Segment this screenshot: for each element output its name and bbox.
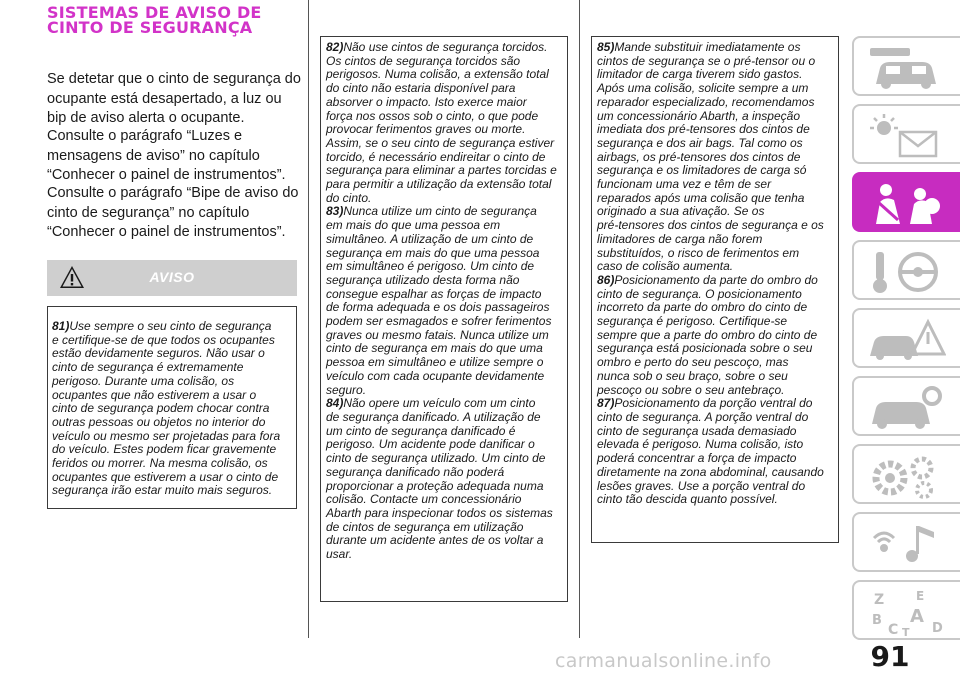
note-line: perigosos. Numa colisão, a extensão total — [326, 67, 549, 82]
note-line: cinto de segurança usada demasiado — [597, 423, 797, 438]
note-line: e certifique-se de que todos os ocupantes — [52, 332, 275, 347]
note-line: perigoso. Um acidente pode danificar o — [326, 437, 535, 452]
note-line: seguro. — [326, 382, 367, 397]
note-line: ocupantes que não estiverem a usar o — [52, 387, 257, 402]
note-87 — [597, 397, 824, 507]
note-81 — [52, 320, 280, 498]
tab-multimedia[interactable] — [852, 512, 960, 572]
note-line: Assim, se o seu cinto de segurança estiver — [326, 135, 555, 150]
note-line: simultâneo. A utilização de um cinto de — [326, 231, 534, 246]
note-line: segurança danificado não poderá — [326, 464, 505, 479]
note-line: outras pessoas ou objetos no interior do — [52, 414, 266, 429]
heading-line-2: CINTO DE SEGURANÇA — [47, 18, 253, 37]
index-letters-icon — [866, 588, 946, 636]
paragraph-3 — [47, 184, 299, 243]
note-line: estão devidamente seguros. Não usar o — [52, 346, 265, 361]
note-number: 85) — [597, 40, 615, 54]
note-line: usar. — [326, 547, 353, 562]
tab-car-info[interactable] — [852, 36, 960, 96]
paragraph-line: Consulte o parágrafo “Luzes e — [47, 128, 243, 144]
note-line: segurança é perigoso. Certifique-se — [597, 314, 788, 329]
notes-82-84 — [326, 41, 557, 562]
note-line: sempre que a parte do ombro do cinto de — [597, 327, 818, 342]
note-line: segurança irão estar muito mais seguros. — [52, 483, 273, 498]
note-line — [52, 320, 280, 334]
note-line: durante um acidente antes de os voltar a — [326, 533, 544, 548]
note-line: elevada é perigoso. Numa colisão, isto — [597, 437, 804, 452]
aviso-bar — [47, 260, 297, 296]
note-line: incorreto da parte do ombro do cinto de — [597, 300, 808, 315]
note-line: veículo ou mesmo ser projetadas para fora — [52, 428, 281, 443]
note-line: do veículo. Estes podem ficar gravemente — [52, 442, 277, 457]
tab-index[interactable] — [852, 580, 960, 640]
svg-text:A: A — [910, 606, 924, 627]
note-line: cintos de segurança se o pré-tensor ou o — [597, 53, 816, 68]
note-line: imediata dos pré-tensores dos cintos de — [597, 122, 810, 137]
note-line: limitador de carga tiverem sido gastos. — [597, 67, 803, 82]
note-line: diretamente na zona abdominal, causando — [597, 464, 824, 479]
tab-seatbelt-airbag[interactable] — [852, 172, 960, 232]
note-line: proporcionar a proteção adequada numa — [326, 478, 544, 493]
svg-text:D: D — [932, 621, 943, 636]
note-number: 86) — [597, 272, 615, 287]
note-line: de forma adequada e os dois passageiros — [326, 300, 550, 315]
column-divider — [308, 0, 309, 638]
note-line: poderá concentrar a força de impacto — [597, 451, 797, 466]
note-line — [597, 274, 824, 288]
note-line: do cinto não estaria disponível para — [326, 81, 516, 96]
tab-maintenance[interactable] — [852, 376, 960, 436]
note-line: Após uma colisão, solicite sempre a um — [597, 81, 809, 96]
paragraph-line: “Conhecer o painel de instrumentos”. — [47, 167, 286, 183]
note-line: cinto de segurança podem chocar contra — [52, 401, 270, 416]
note-line: feridos ou morrer. Na mesma colisão, os — [52, 456, 268, 471]
note-line: reparados após uma colisão que tenha — [597, 190, 805, 205]
paragraph-line: bip de aviso alerta o ocupante. — [47, 110, 245, 126]
tab-technical[interactable] — [852, 444, 960, 504]
note-line: segurança e os limitadores de carga só — [597, 163, 807, 178]
svg-text:Z: Z — [874, 592, 885, 608]
note-line: cinto de segurança utilizado. Um cinto de — [326, 451, 546, 466]
note-86 — [597, 274, 824, 397]
note-line: perigoso. Durante uma colisão, os — [52, 373, 235, 388]
note-line: cinto tão descida quanto possível. — [597, 492, 778, 507]
note-number: 83) — [326, 204, 344, 219]
note-line: ombro e perto do seu pescoço, mas — [597, 355, 789, 370]
note-line: pessoa em simultâneo e utilize sempre o — [326, 355, 544, 370]
note-number: 82) — [326, 40, 344, 54]
note-number: 81) — [52, 319, 70, 333]
heading-line-1: SISTEMAS DE AVISO DE — [47, 3, 262, 22]
paragraph-line: Consulte o parágrafo “Bipe de aviso do — [47, 185, 299, 201]
note-85 — [597, 41, 824, 274]
note-line: segurança e dos air bags. Tal como os — [597, 135, 803, 150]
note-line: Os cintos de segurança torcidos são — [326, 53, 521, 68]
note-84 — [326, 397, 557, 561]
section-heading — [47, 5, 297, 35]
svg-text:E: E — [916, 589, 925, 603]
notes-85-87 — [597, 41, 824, 507]
note-line: cinto de segurança em mais do que uma — [326, 341, 543, 356]
note-line: de cintos de segurança em utilização — [326, 519, 524, 534]
note-line — [597, 41, 824, 55]
paragraph-line: mensagens de aviso” no capítulo — [47, 147, 260, 164]
note-line: reparador especializado, recomendamos — [597, 94, 815, 109]
note-line: pré-tensores dos cintos de segurança e os — [597, 218, 824, 233]
note-text: Não use cintos de segurança torcidos. — [343, 40, 548, 54]
note-text: Mande substituir imediatamente os — [614, 40, 801, 54]
emergency-car-icon — [866, 316, 946, 364]
car-info-icon — [866, 44, 946, 92]
note-line: cinto de segurança. O posicionamento — [597, 286, 802, 301]
note-line: segurança está posicionada sobre o seu — [597, 341, 813, 356]
note-text: Posicionamento da porção ventral do — [614, 396, 813, 411]
paragraph-line: Se detetar que o cinto de segurança do — [47, 71, 301, 87]
note-line: airbags, os pré-tensores dos cintos de — [597, 149, 801, 164]
note-line: torcido, é necessário endireitar o cinto de — [326, 149, 546, 164]
note-line: consegue espalhar as forças de impacto — [326, 286, 542, 301]
note-line: de segurança danificado. A utilização de — [326, 409, 541, 424]
note-line: Abarth para inspecionar todos os sistemas — [326, 505, 553, 520]
note-line: cinto de segurança é extremamente — [52, 360, 244, 375]
note-line: veículo com cada ocupante devidamente — [326, 368, 545, 383]
key-steering-wheel-icon — [866, 248, 946, 296]
note-line — [326, 205, 557, 219]
page-number: 91 — [870, 640, 910, 673]
note-line: em mais do que uma pessoa em — [326, 218, 501, 233]
paragraph-line: ocupante está desapertado, a luz ou — [47, 90, 282, 107]
note-line: funcionam uma vez e têm de ser — [597, 177, 772, 192]
note-line: segurança para eliminar a partes torcidas e — [326, 163, 557, 178]
note-line: um cinto de segurança danificado é — [326, 423, 516, 438]
note-line — [597, 397, 824, 411]
note-line: colisão. Contacte um concessionário — [326, 492, 522, 507]
note-line: do cinto. — [326, 190, 372, 205]
note-line: originado a sua ativação. Se os — [597, 204, 765, 219]
seatbelt-airbag-icon — [866, 180, 946, 228]
note-line: lesões graves. Use a porção ventral do — [597, 478, 806, 493]
svg-text:T: T — [902, 626, 910, 636]
paragraph-2 — [47, 127, 299, 186]
note-line: substituídos, o risco de ferimentos em — [597, 245, 800, 260]
note-line: nunca sob o seu braço, sobre o seu — [597, 368, 788, 383]
paragraph-line: “Conhecer o painel de instrumentos”. — [47, 224, 286, 240]
paragraph-1 — [47, 70, 299, 129]
column-divider — [579, 0, 580, 638]
tab-warning-lights[interactable] — [852, 104, 960, 164]
aviso-label: AVISO — [149, 269, 195, 285]
note-line: em simultâneo é perigoso. Um cinto de — [326, 259, 535, 274]
note-line: pescoço ou sobre o seu antebraço. — [597, 382, 785, 397]
note-line: segurança em mais do que uma pessoa — [326, 245, 540, 260]
tab-key-steering[interactable] — [852, 240, 960, 300]
note-line: para permitir a utilização da extensão total — [326, 177, 552, 192]
note-line: segurança utilizado desta forma não — [326, 272, 520, 287]
note-line — [326, 397, 557, 411]
paragraph-line: cinto de segurança” no capítulo — [47, 204, 250, 221]
note-number: 87) — [597, 396, 615, 411]
gears-icon — [866, 452, 946, 500]
note-line: absorver o impacto. Isto exerce maior — [326, 94, 527, 109]
note-line: podem ser esmagados e sofrer ferimentos — [326, 314, 552, 329]
tab-emergency[interactable] — [852, 308, 960, 368]
note-line: graves ou mesmo fatais. Nunca utilize um — [326, 327, 549, 342]
note-line: cinto de segurança. A porção ventral do — [597, 409, 809, 424]
note-text: Use sempre o seu cinto de segurança — [69, 319, 272, 333]
note-line: um concessionário Abarth, a inspeção — [597, 108, 801, 123]
note-text: Não opere um veículo com um cinto — [343, 396, 536, 411]
watermark: carmanualsonline.info — [555, 650, 772, 672]
note-line: ocupantes que estiverem a usar o cinto de — [52, 469, 279, 484]
note-line: caso de colisão aumenta. — [597, 259, 734, 274]
note-line: provocar ferimentos graves ou morte. — [326, 122, 526, 137]
note-text: Nunca utilize um cinto de segurança — [343, 204, 537, 219]
note-line: força nos ossos sob o cinto, o que pode — [326, 108, 539, 123]
warning-lights-icon — [866, 112, 946, 160]
note-line: limitadores de carga não forem — [597, 231, 763, 246]
svg-text:B: B — [872, 613, 882, 628]
note-number: 84) — [326, 396, 344, 411]
multimedia-icon — [866, 520, 946, 568]
note-text: Posicionamento da parte do ombro do — [614, 272, 818, 287]
note-83 — [326, 205, 557, 397]
note-line — [326, 41, 557, 55]
svg-text:C: C — [888, 622, 899, 636]
maintenance-car-icon — [866, 384, 946, 432]
note-82 — [326, 41, 557, 205]
